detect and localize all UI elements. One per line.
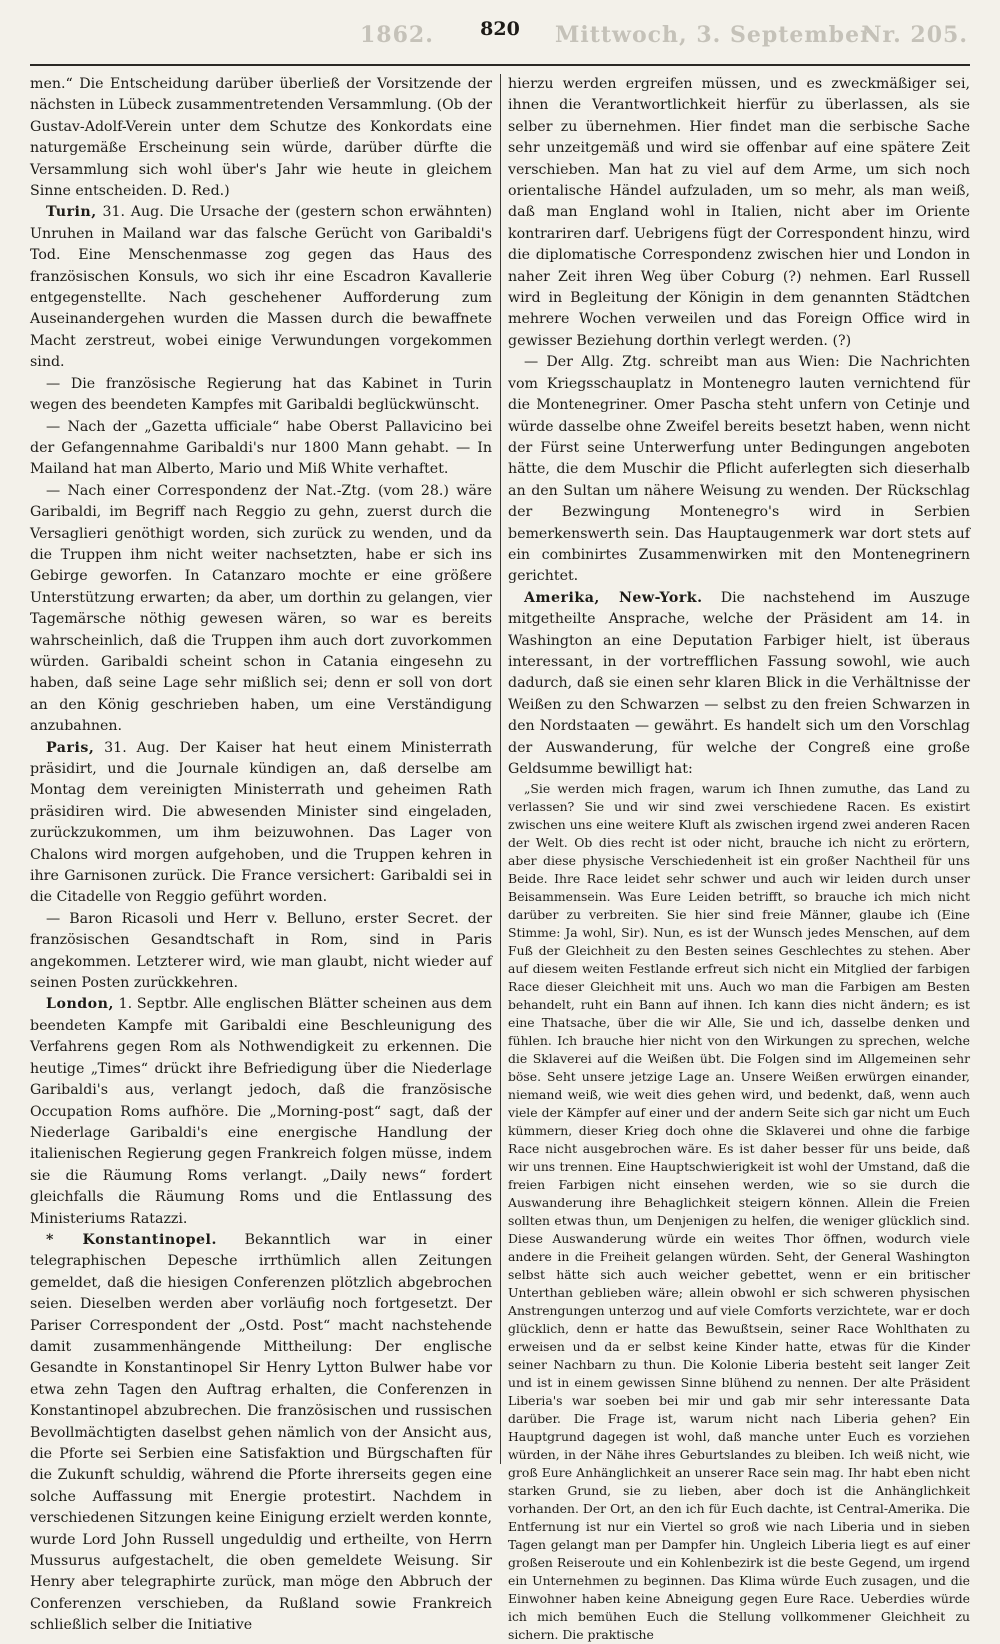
page-number: 820 <box>480 18 520 40</box>
page-header <box>30 14 970 66</box>
dateline-turin: Turin, <box>46 204 97 221</box>
article-amerika-text: Die nachstehend im Auszuge mitgetheilte Ansprache, welche der Präsident am 14. in Washington an eine Deputation Farbiger hielt, ist überaus interessant, in der vortrefflichen Fassung sowohl, wie auch dadurch, daß sie einen sehr klaren Blick in die Verhältnisse der Weißen zu den Schwarzen — selbst zu den freien Schwarzen in den Nordstaaten — gewährt. Es handelt sich um den Vorschlag der Auswanderung, für welche der Congreß eine große Geldsumme bewilligt hat: <box>508 589 970 777</box>
article-konstantinopel <box>30 1230 492 1637</box>
article-london <box>30 994 492 1229</box>
dateline-konstantinopel: * Konstantinopel. <box>46 1231 217 1248</box>
article-paris <box>30 738 492 909</box>
columns <box>30 74 970 1643</box>
article-london-text: 1. Septbr. Alle englischen Blätter scheinen aus dem beendeten Kampfe mit Garibaldi eine Beschleunigung des Verfahrens gegen Rom als Nothwendigkeit zu erkennen. Die heutige „Times“ drückt ihre Befriedigung über die Niederlage Garibaldi's aus, verlangt jedoch, daß die französische Occupation Roms aufhöre. Die „Morning-post“ sagt, daß der Niederlage Garibaldi's eine energische Handlung der italienischen Regierung gegen Frankreich folgen müsse, indem sie die Räumung Roms verlangt. „Daily news“ fordert gleichfalls die Räumung Roms und die Entlassung des Ministeriums Ratazzi. <box>30 996 492 1227</box>
dateline-london: London, <box>46 996 114 1013</box>
article-paragraph: — Der Allg. Ztg. schreibt man aus Wien: Die Nachrichten vom Kriegsschauplatz in Montenegro lauten vernichtend für die Montenegriner. Omer Pascha steht unfern von Cetinje und würde dasselbe ohne Zweifel bereits besetzt haben, wenn nicht der Fürst seine Unterwerfung unter Bedingungen angeboten hätte, die dem Muschir die Pflicht auferlegten sich dieserhalb an den Sultan um nähere Weisung zu wenden. Der Rückschlag der Bezwingung Montenegro's wird in Serbien bemerkenswerth sein. Das Hauptaugenmerk war dort stets auf ein combinirtes Zusammenwirken mit den Montenegrinern gerichtet. <box>508 354 970 585</box>
column-rule <box>500 74 501 1464</box>
article-konstantinopel-text: Bekanntlich war in einer telegraphischen Depesche irrthümlich allen Zeitungen gemeldet, daß die hiesigen Conferenzen plötzlich abgebrochen seien. Dieselben werden aber vorläufig noch fortgesetzt. Der Pariser Correspondent der „Ostd. Post“ macht nachstehende damit zusammenhängende Mittheilung: Der englische Gesandte in Konstantinopel Sir Henry Lytton Bulwer habe vor etwa zehn Tagen den Auftrag erhalten, die Conferenzen in Konstantinopel abzubrechen. Die französischen und russischen Bevollmächtigten daselbst gehen nämlich von der Ansicht aus, die Pforte sei Serbien eine Satisfaktion und Bürgschaften für die Zukunft schuldig, während die Pforte ihrerseits gegen eine solche Auffassung mit Energie protestirt. Nachdem in verschiedenen Sitzungen keine Einigung erzielt werden konnte, wurde Lord John Russell ungeduldig und ertheilte, von Herrn Mussurus aufgestachelt, die oben gemeldete Weisung. Sir Henry aber telegraphirte zurück, man möge den Abbruch der Conferenzen verschieben, da Rußland sowie Frankreich schließlich selber die Initiative <box>30 1231 492 1634</box>
speech-quote: „Sie werden mich fragen, warum ich Ihnen zumuthe, das Land zu verlassen? Sie und wir sind zwei verschiedene Racen. Es existirt zwischen uns eine weitere Kluft als zwischen irgend zwei anderen Racen der Welt. Ob dies recht ist oder nicht, brauche ich nicht zu erörtern, aber diese physische Verschiedenheit ist ein großer Nachtheil für uns Beide. Ihre Race leidet sehr schwer und auch wir leiden durch unser Beisammensein. Was Eure Leiden betrifft, so brauche ich mich nicht darüber zu verbreiten. Sie hier sind freie Männer, glaube ich (Eine Stimme: Ja wohl, Sir). Nun, es ist der Wunsch jedes Menschen, auf dem Fuß der Gleichheit zu den Besten seines Geschlechtes zu stehen. Aber auf diesem weiten Festlande erfreut sich nicht ein Mitglied der farbigen Race dieser Gleichheit mit uns. Auch wo man die Farbigen am Besten behandelt, ruht ein Bann auf ihnen. Ich kann dies nicht ändern; es ist eine Thatsache, über die wir Alle, Sie und ich, dasselbe denken und fühlen. Ich brauche hier nicht von den Wirkungen zu sprechen, welche die Sklaverei auf die Weißen übt. Die Folgen sind im Allgemeinen sehr böse. Seht unsere jetzige Lage an. Unsere Weißen erwürgen einander, niemand weiß, wie weit dies gehen wird, und bedenkt, daß, wenn auch viele der Kämpfer auf einer und der andern Seite sich gar nicht um Euch kümmern, dieser Krieg doch ohne die Sklaverei und ohne die farbige Race nicht ausgebrochen wäre. Es ist daher besser für uns beide, daß wir uns trennen. Eine Hauptschwierigkeit ist wohl der Umstand, daß die freien Farbigen nicht einsehen werden, wie so sie durch die Auswanderung ihre Behaglichkeit steigern können. Allein die Freien sollten etwas thun, um Denjenigen zu helfen, die weniger glücklich sind. Diese Auswanderung würde ein weites Thor öffnen, wodurch viele andere in die Freiheit gelangen würden. Seht, der General Washington selbst hätte sich auch weicher gebettet, wenn er ein britischer Unterthan geblieben wäre; allein obwohl er sich schweren physischen Anstrengungen unterzog und auf viele Comforts verzichtete, war er doch glücklich, denn er hatte das Bewußtsein, seiner Race Wohlthaten zu erweisen und da er selbst keine Kinder hatte, etwas für die Kinder seiner Nachbarn zu thun. Die Kolonie Liberia besteht seit langer Zeit und ist in einem gewissen Sinne blühend zu nennen. Der alte Präsident Liberia's war soeben bei mir und gab mir sehr interessante Data darüber. Die Frage ist, warum nicht nach Liberia gehen? Ein Hauptgrund dagegen ist wohl, daß manche unter Euch es vorziehen würden, in der Nähe ihres Geburtslandes zu bleiben. Ich weiß nicht, wie groß Eure Anhänglichkeit an unserer Race sein mag. Ihr habt eben nicht starken Grund, sie zu lieben, aber doch ist die Anhänglichkeit vorhanden. Der Ort, an den ich für Euch dachte, ist Central-Amerika. Die Entfernung ist nur ein Viertel so groß wie nach Liberia und in sieben Tagen gelangt man per Dampfer hin. Ungleich Liberia liegt es auf einer großen Reiseroute und ein Kohlenbezirk ist die beste Gegend, um irgend ein Unternehmen zu beginnen. Das Klima würde Euch zusagen, und die Einwohner haben keine Abneigung gegen Eure Race. Ueberdies würde ich mich bemühen Euch die Stellung vollkommener Gleichheit zu sichern. Die praktische <box>508 781 970 1643</box>
article-paris-text: 31. Aug. Der Kaiser hat heut einem Ministerrath präsidirt, und die Journale kündigen an, daß derselbe am Montag dem vereinigten Ministerrath und geheimen Rath präsidiren wird. Die abwesenden Minister sind eingeladen, zurückzukommen, um ihm beizuwohnen. Das Lager von Chalons wird morgen aufgehoben, und die Truppen kehren in ihre Garnisonen zurück. Die France versichert: Garibaldi sei in die Citadelle von Reggio geführt worden. <box>30 739 492 906</box>
article-continuation: men.“ Die Entscheidung darüber überließ der Vorsitzende der nächsten in Lübeck zusammentretenden Versammlung. (Ob der Gustav-Adolf-Verein unter dem Schutze des Konkordats eine naturgemäße Erscheinung sein würde, darüber dürfte die Versammlung sich wohl über's Jahr wie heute in gleichem Sinne entscheiden. D. Red.) <box>30 76 492 200</box>
article-amerika <box>508 588 970 781</box>
article-turin <box>30 202 492 373</box>
bleed-through-date: Mittwoch, 3. September <box>555 22 873 48</box>
article-paragraph: — Nach der „Gazetta ufficiale“ habe Oberst Pallavicino bei der Gefangennahme Garibaldi's nur 1800 Mann gehabt. — In Mailand hat man Alberto, Mario und Miß White verhaftet. <box>30 418 492 478</box>
left-column <box>30 74 492 1634</box>
article-paragraph: — Die französische Regierung hat das Kabinet in Turin wegen des beendeten Kampfes mit Garibaldi beglückwünscht. <box>30 375 492 414</box>
right-column <box>508 74 970 1643</box>
dateline-paris: Paris, <box>46 739 95 756</box>
article-turin-text: 31. Aug. Die Ursache der (gestern schon erwähnten) Unruhen in Mailand war das falsche Gerücht von Garibaldi's Tod. Eine Menschenmasse zog gegen das Haus des französischen Konsuls, wo sich ihr eine Escadron Kavallerie entgegenstellte. Nach geschehener Aufforderung zum Auseinandergehen wurden die Massen durch die bewaffnete Macht zerstreut, wobei einige Verwundungen vorgekommen sind. <box>30 204 492 371</box>
bleed-through-issue: Nr. 205. <box>861 22 968 48</box>
dateline-amerika: Amerika, New-York. <box>524 589 703 606</box>
article-paragraph: — Nach einer Correspondenz der Nat.-Ztg. (vom 28.) wäre Garibaldi, im Begriff nach Reggio zu gehn, zuerst durch die Versaglieri genöthigt worden, sich zurück zu wenden, und da die Truppen ihm nicht weiter nachsetzten, habe er sich ins Gebirge geworfen. In Catanzaro mochte er eine größere Unterstützung erwarten; da aber, um dorthin zu gelangen, vier Tagemärsche nöthig gewesen wären, so war es bereits wahrscheinlich, daß die Truppen ihm auch dort zuvorkommen würden. Garibaldi scheint schon in Catania eingesehn zu haben, daß seine Lage sehr mißlich sei; denn er soll von dort an den König geschrieben haben, um eine Verständigung anzubahnen. <box>30 482 492 735</box>
article-continuation: hierzu werden ergreifen müssen, und es zweckmäßiger sei, ihnen die Verantwortlichkeit hierfür zu überlassen, als sie selber zu übernehmen. Hier findet man die serbische Sache sehr unzeitgemäß und wird sie offenbar auf eine spätere Zeit verschieben. Man hat zu viel auf dem Arme, um sich noch orientalische Händel aufzuladen, um so mehr, als man weiß, daß man England wohl in Italien, nicht aber im Oriente kontrariren darf. Uebrigens fügt der Correspondent hinzu, wird die diplomatische Correspondenz zwischen hier und London in naher Zeit ihren Weg über Coburg (?) nehmen. Earl Russell wird in Begleitung der Königin in dem genannten Städtchen mehrere Wochen verweilen und das Foreign Office wird in gewisser Beziehung dorthin verlegt werden. (?) <box>508 76 970 349</box>
bleed-through-year: 1862. <box>360 22 434 48</box>
article-paragraph: — Baron Ricasoli und Herr v. Belluno, erster Secret. der französischen Gesandtschaft in Rom, sind in Paris angekommen. Letzterer wird, wie man glaubt, nicht wieder auf seinen Posten zurückkehren. <box>30 910 492 992</box>
